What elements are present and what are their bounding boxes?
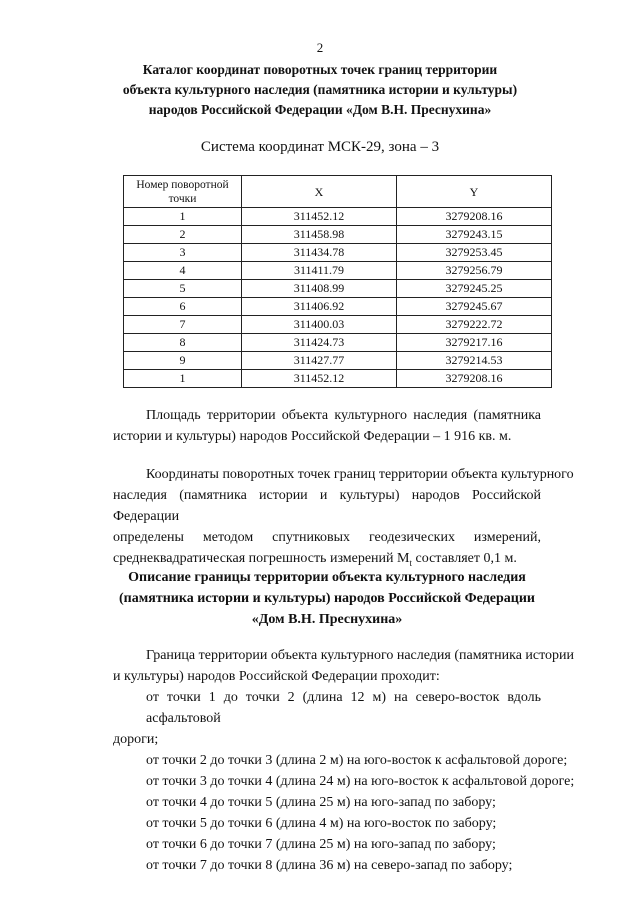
table-header-row xyxy=(124,176,552,208)
boundary-segment: от точки 2 до точки 3 (длина 2 м) на юго-восток к асфальтовой дороге; xyxy=(146,753,568,768)
page-number: 2 xyxy=(316,40,324,55)
table-row xyxy=(124,298,552,316)
point-number-cell: 4 xyxy=(124,262,242,280)
boundary-title-line: Описание границы территории объекта культурного наследия xyxy=(128,570,526,585)
x-cell: 311458.98 xyxy=(242,226,397,244)
y-cell: 3279208.16 xyxy=(397,208,552,226)
area-line: истории и культуры) народов Российской Федерации – 1 916 кв. м. xyxy=(113,429,512,444)
boundary-title-line: «Дом В.Н. Преснухина» xyxy=(251,612,403,627)
coordinate-system-label: Система координат МСК-29, зона – 3 xyxy=(200,139,440,155)
method-line: определены методом спутниковых геодезических измерений, xyxy=(113,530,541,545)
x-cell: 311434.78 xyxy=(242,244,397,262)
method-line: наследия (памятника истории и культуры) народов Российской Федерации xyxy=(113,488,541,524)
y-cell: 3279222.72 xyxy=(397,316,552,334)
catalog-title-line: народов Российской Федерации «Дом В.Н. Преснухина» xyxy=(148,102,492,117)
point-number-cell: 9 xyxy=(124,352,242,370)
x-cell: 311400.03 xyxy=(242,316,397,334)
point-number-cell: 6 xyxy=(124,298,242,316)
method-line-text: составляет 0,1 м. xyxy=(412,551,517,566)
boundary-intro-line: Граница территории объекта культурного наследия (памятника истории xyxy=(146,648,575,663)
method-subscript: t xyxy=(409,557,412,568)
boundary-segment: от точки 6 до точки 7 (длина 25 м) на юго-запад по забору; xyxy=(146,837,496,852)
boundary-segment: от точки 5 до точки 6 (длина 4 м) на юго-восток по забору; xyxy=(146,816,497,831)
x-cell: 311427.77 xyxy=(242,352,397,370)
boundary-segment: дороги; xyxy=(113,732,159,747)
boundary-description xyxy=(113,645,575,876)
y-cell: 3279208.16 xyxy=(397,370,552,388)
area-line: Площадь территории объекта культурного наследия (памятника xyxy=(146,408,541,423)
method-line-text: среднеквадратическая погрешность измерений M xyxy=(113,551,410,566)
x-cell: 311408.99 xyxy=(242,280,397,298)
boundary-title xyxy=(113,567,541,630)
area-paragraph xyxy=(113,405,541,447)
y-cell: 3279256.79 xyxy=(397,262,552,280)
method-paragraph xyxy=(113,464,574,574)
x-cell: 311406.92 xyxy=(242,298,397,316)
point-number-cell: 7 xyxy=(124,316,242,334)
boundary-title-line: (памятника истории и культуры) народов Российской Федерации xyxy=(119,591,535,606)
boundary-intro-line: и культуры) народов Российской Федерации проходит: xyxy=(113,669,440,684)
header-x: X xyxy=(242,176,397,208)
point-number-cell: 8 xyxy=(124,334,242,352)
x-cell: 311452.12 xyxy=(242,208,397,226)
y-cell: 3279245.67 xyxy=(397,298,552,316)
table-row xyxy=(124,244,552,262)
coordinates-table xyxy=(123,175,552,388)
point-number-cell: 3 xyxy=(124,244,242,262)
table-row xyxy=(124,370,552,388)
boundary-segment: от точки 7 до точки 8 (длина 36 м) на северо-запад по забору; xyxy=(146,858,513,873)
table-row xyxy=(124,352,552,370)
point-number-cell: 1 xyxy=(124,370,242,388)
table-row xyxy=(124,280,552,298)
y-cell: 3279243.15 xyxy=(397,226,552,244)
x-cell: 311411.79 xyxy=(242,262,397,280)
boundary-segment: от точки 1 до точки 2 (длина 12 м) на северо-восток вдоль асфальтовой xyxy=(146,690,541,726)
table-row xyxy=(124,208,552,226)
header-point-number: Номер поворотной точки xyxy=(124,176,242,208)
header-y: Y xyxy=(397,176,552,208)
x-cell: 311424.73 xyxy=(242,334,397,352)
x-cell: 311452.12 xyxy=(242,370,397,388)
point-number-cell: 5 xyxy=(124,280,242,298)
table-row xyxy=(124,316,552,334)
table-row xyxy=(124,262,552,280)
y-cell: 3279245.25 xyxy=(397,280,552,298)
point-number-cell: 2 xyxy=(124,226,242,244)
method-line: Координаты поворотных точек границ территории объекта культурного xyxy=(146,467,574,482)
y-cell: 3279217.16 xyxy=(397,334,552,352)
table-row xyxy=(124,226,552,244)
catalog-title-line: Каталог координат поворотных точек границ территории xyxy=(142,62,498,77)
catalog-title-line: объекта культурного наследия (памятника истории и культуры) xyxy=(122,82,518,97)
y-cell: 3279214.53 xyxy=(397,352,552,370)
table-row xyxy=(124,334,552,352)
y-cell: 3279253.45 xyxy=(397,244,552,262)
point-number-cell: 1 xyxy=(124,208,242,226)
boundary-segment: от точки 4 до точки 5 (длина 25 м) на юго-запад по забору; xyxy=(146,795,496,810)
catalog-title xyxy=(110,60,530,120)
boundary-segment: от точки 3 до точки 4 (длина 24 м) на юго-восток к асфальтовой дороге; xyxy=(146,774,575,789)
